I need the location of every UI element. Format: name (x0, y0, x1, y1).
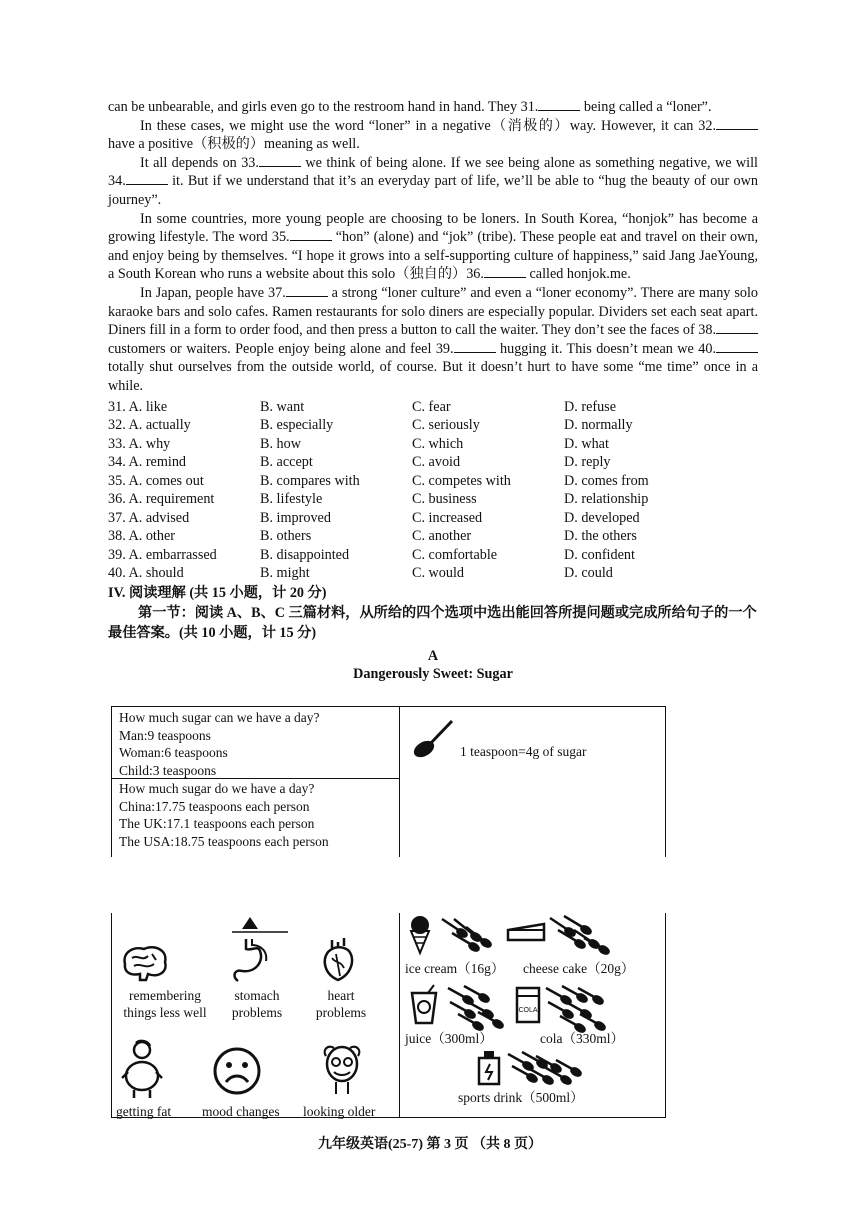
blank-32[interactable] (716, 117, 758, 130)
option[interactable]: D. confident (564, 546, 635, 563)
blank-39[interactable] (454, 340, 496, 353)
option[interactable]: D. developed (564, 509, 640, 526)
option-row-36 (108, 490, 758, 509)
blank-31[interactable] (538, 98, 580, 111)
option[interactable]: B. especially (260, 417, 334, 433)
option[interactable]: B. lifestyle (260, 491, 323, 507)
question-recommended: How much sugar can we have a day? (119, 710, 320, 725)
food-icecream: ice cream（16g） (405, 961, 505, 976)
option[interactable]: 37. A. advised (108, 509, 190, 526)
option[interactable]: C. business (412, 491, 477, 507)
usa-amount: The USA:18.75 teaspoons each person (119, 833, 329, 849)
sugar-table (111, 706, 666, 857)
option[interactable]: 36. A. requirement (108, 491, 215, 507)
section-instruction: 第一节：阅读 A、B、C 三篇材料，从所给的四个选项中选出能回答所提问题或完成所给句子的一个最佳答案。(共 10 小题，计 15 分) (108, 604, 757, 641)
option-row-33 (108, 435, 758, 454)
passage-title: Dangerously Sweet: Sugar (353, 665, 513, 682)
sports-drink-icon (476, 1050, 502, 1086)
option[interactable]: D. reply (564, 454, 611, 470)
option-row-38 (108, 527, 758, 546)
blank-33[interactable] (259, 154, 301, 167)
option[interactable]: C. which (412, 435, 464, 452)
recommended-cell (112, 707, 399, 779)
option[interactable]: C. seriously (412, 417, 480, 433)
option[interactable]: D. refuse (564, 398, 616, 415)
option[interactable]: D. relationship (564, 491, 649, 507)
effect-stomach: stomach problems (231, 988, 283, 1020)
option[interactable]: 31. A. like (108, 398, 168, 415)
actual-cell (112, 779, 399, 851)
blank-34[interactable] (126, 172, 168, 185)
fat-person-icon (120, 1040, 164, 1100)
heart-icon (322, 936, 356, 982)
option-row-32 (108, 416, 758, 435)
ice-cream-icon (408, 915, 432, 955)
spoons-cheesecake (548, 914, 610, 954)
option[interactable]: D. normally (564, 417, 633, 433)
option[interactable]: C. another (412, 528, 472, 544)
cheesecake-icon (506, 920, 546, 944)
option[interactable]: B. accept (260, 454, 313, 470)
paragraph-3: It all depends on 33. we think of being alone. If we see being alone as something negative, we will 34. it. But if we understand that it’s an everyday part of life, we’ll be able to “hug the beauty of our own journey”. (108, 154, 758, 208)
option[interactable]: B. might (260, 565, 310, 581)
passage-letter: A (427, 647, 439, 664)
option[interactable]: B. how (260, 435, 301, 452)
teaspoon-icon (410, 713, 460, 759)
option[interactable]: B. disappointed (260, 546, 350, 563)
sad-face-icon (212, 1046, 262, 1096)
option[interactable]: D. comes from (564, 472, 649, 489)
effect-mood: mood changes (202, 1104, 280, 1119)
table-right-column (400, 707, 665, 857)
page-footer: 九年级英语(25-7) 第 3 页 （共 8 页） (318, 1137, 542, 1152)
option[interactable]: C. avoid (412, 454, 461, 470)
cola-icon (514, 986, 542, 1024)
effect-heart: heart problems (315, 988, 367, 1020)
option-row-31 (108, 398, 758, 417)
option[interactable]: C. would (412, 565, 465, 581)
option[interactable]: C. increased (412, 509, 483, 526)
cola-can-label: COLA (518, 1007, 538, 1014)
blank-40[interactable] (716, 340, 758, 353)
paragraph-4: In some countries, more young people are choosing to be loners. In South Korea, “honjok” has become a growing lifestyle. The word 35. “hon” (alone) and “jok” (tribe). These people eat and travel on their own, and enjoy being by themselves. “I hope it grows into a self-supporting culture of happiness,” said Jang JaeYoung, a South Korean who runs a website about this solo（独自的）36. called honjok.me. (108, 210, 758, 283)
spoons-sports (506, 1050, 582, 1086)
option[interactable]: D. the others (564, 528, 637, 544)
spoons-icecream (438, 915, 492, 951)
option-row-35 (108, 472, 758, 491)
option[interactable]: D. what (564, 435, 609, 452)
option[interactable]: C. competes with (412, 472, 511, 489)
box-divider (399, 913, 400, 1117)
paragraph-1: can be unbearable, and girls even go to the restroom hand in hand. They 31. being called a “loner”. (108, 99, 712, 115)
option-row-40 (108, 564, 758, 583)
option[interactable]: B. improved (260, 509, 331, 526)
option[interactable]: C. comfortable (412, 546, 498, 563)
man-amount: Man:9 teaspoons (119, 727, 211, 743)
effect-older: looking older (303, 1104, 376, 1119)
juice-icon (408, 985, 440, 1025)
table-left-column (112, 707, 400, 857)
paragraph-5: In Japan, people have 37. a strong “loner culture” and even a “loner economy”. There are many solo karaoke bars and solo cafes. Ramen restaurants for solo diners are especially popular. Dividers set each seat apart. Diners fill in a form to order food, and then press a button to call the waiter. They don’t see the faces of 38. customers or waiters. People enjoy being alone and feel 39. hugging it. This doesn’t mean we 40. totally shut ourselves from the outside world, of course. But it doesn’t hurt to have some “me time” once in a while. (108, 284, 758, 394)
option-row-39 (108, 546, 758, 565)
option-row-37 (108, 509, 758, 528)
blank-38[interactable] (716, 321, 758, 334)
options-list (108, 398, 758, 583)
option[interactable]: 33. A. why (108, 435, 171, 452)
option[interactable]: 38. A. other (108, 528, 175, 544)
paragraph-2: In these cases, we might use the word “loner” in a negative（消极的）way. However, it can 32. have a positive（积极的）meaning as well. (108, 117, 758, 154)
child-amount: Child:3 teaspoons (119, 762, 217, 778)
blank-37[interactable] (286, 284, 328, 297)
food-cheesecake: cheese cake（20g） (523, 961, 635, 976)
option[interactable]: D. could (564, 565, 613, 581)
uk-amount: The UK:17.1 teaspoons each person (119, 816, 315, 831)
option-row-34 (108, 453, 758, 472)
option[interactable]: B. want (260, 398, 305, 415)
food-juice: juice（300ml） (405, 1031, 493, 1046)
option[interactable]: C. fear (412, 398, 451, 415)
option[interactable]: 34. A. remind (108, 454, 187, 470)
option[interactable]: B. compares with (260, 472, 360, 489)
woman-amount: Woman:6 teaspoons (119, 745, 228, 760)
option[interactable]: 39. A. embarrassed (108, 546, 217, 563)
effect-memory: remembering things less well (123, 988, 207, 1020)
old-face-icon (320, 1042, 364, 1096)
teaspoon-conversion: 1 teaspoon=4g of sugar (460, 744, 587, 759)
section-heading: IV. 阅读理解 (共 15 小题，计 20 分) (108, 584, 327, 601)
effect-fat: getting fat (116, 1104, 172, 1119)
blank-35[interactable] (290, 228, 332, 241)
question-actual: How much sugar do we have a day? (119, 781, 315, 796)
brain-icon (120, 944, 170, 980)
blank-36[interactable] (484, 265, 526, 278)
page-body (108, 98, 758, 683)
food-cola: cola（330ml） (540, 1031, 624, 1046)
stomach-icon (226, 915, 290, 985)
china-amount: China:17.75 teaspoons each person (119, 798, 310, 814)
option[interactable]: B. others (260, 528, 312, 544)
option[interactable]: 40. A. should (108, 565, 184, 581)
option[interactable]: 35. A. comes out (108, 472, 204, 489)
option[interactable]: 32. A. actually (108, 417, 191, 433)
spoons-cola (544, 984, 610, 1030)
spoons-juice (446, 984, 506, 1028)
food-sports-drink: sports drink（500ml） (458, 1090, 584, 1105)
